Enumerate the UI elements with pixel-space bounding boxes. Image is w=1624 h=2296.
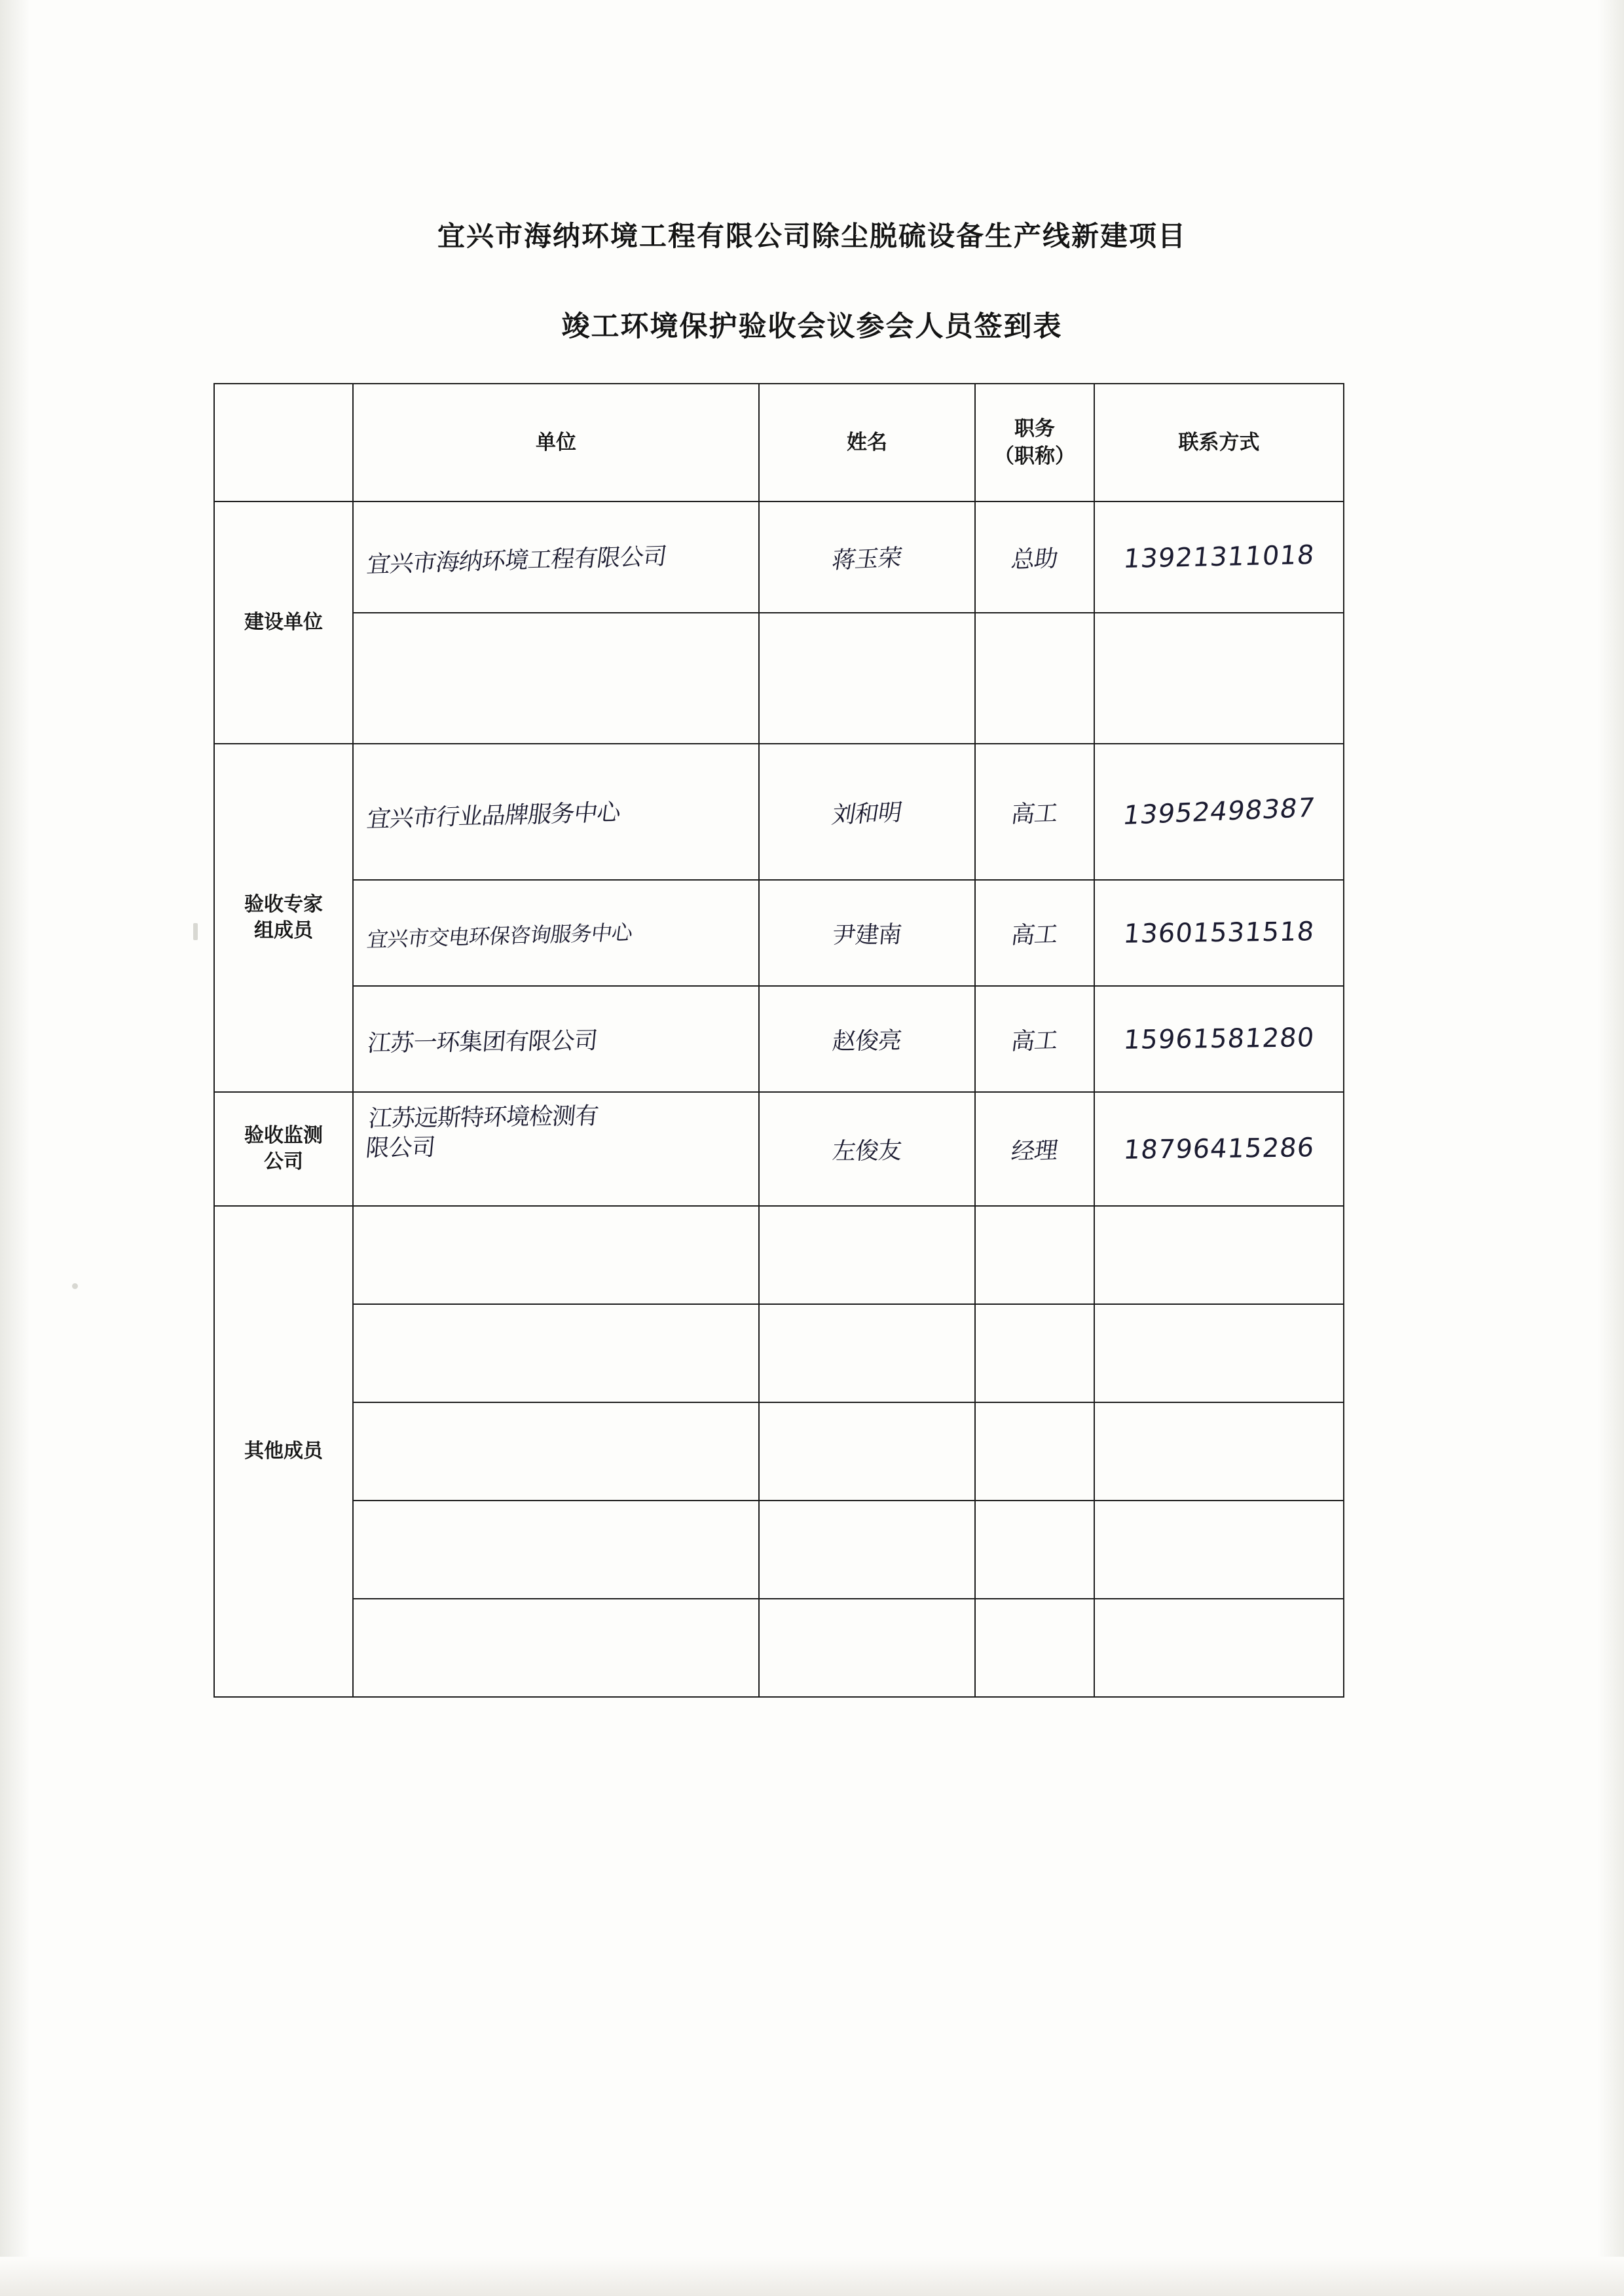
handwriting-unit [348,1090,776,1217]
cell-unit [353,880,759,986]
header-position-line2: （职称） [994,445,1075,467]
cell-position [975,880,1094,986]
cell-name [759,986,975,1092]
cell-contact [1094,1599,1344,1697]
cell-unit [353,501,759,613]
header-position [975,384,1094,501]
cell-unit [353,1501,759,1599]
cell-name [759,1402,975,1501]
cell-contact [1094,880,1344,986]
cell-unit [353,1092,759,1206]
handwriting-name: 蒋玉荣 [830,544,904,574]
handwriting-name: 左俊友 [831,1137,903,1165]
handwriting-contact: 13952498387 [1120,792,1318,831]
page-edge-shadow-right [1598,0,1624,2296]
handwriting-position: 经理 [1009,1137,1060,1165]
handwriting-position: 总助 [1009,545,1060,574]
header-category [214,384,353,501]
cell-position [975,1092,1094,1206]
cell-contact [1094,744,1344,880]
handwriting-contact: 13921311018 [1122,539,1316,575]
table-row [214,501,1344,613]
cell-position [975,1402,1094,1501]
title-line-1: 宜兴市海纳环境工程有限公司除尘脱硫设备生产线新建项目 [437,221,1187,251]
cell-contact [1094,1206,1344,1304]
cell-unit [353,1599,759,1697]
scan-speck [72,1283,78,1289]
cell-name [759,501,975,613]
table-row [214,1402,1344,1501]
signin-table [213,383,1344,1698]
handwriting-unit: 宜兴市行业品牌服务中心 [365,799,622,833]
cell-contact [1094,501,1344,613]
handwriting-name: 赵俊亮 [831,1027,903,1055]
cell-name [759,744,975,880]
cell-name [759,1206,975,1304]
cell-unit [353,1304,759,1402]
handwriting-contact: 13601531518 [1122,917,1316,949]
cell-position [975,501,1094,613]
cell-position [975,1501,1094,1599]
handwriting-contact: 18796415286 [1122,1133,1316,1165]
table-row [214,1206,1344,1304]
cell-unit [353,613,759,744]
category-construction-unit: 建设单位 [214,501,353,744]
cell-unit [353,1206,759,1304]
cell-contact [1094,1402,1344,1501]
category-label-line1: 验收监测 [244,1124,323,1146]
cell-contact [1094,1092,1344,1206]
handwriting-unit-line2: 限公司 [364,1134,436,1162]
handwriting-contact: 15961581280 [1122,1023,1316,1055]
cell-name [759,1599,975,1697]
cell-position [975,1599,1094,1697]
header-name: 姓名 [759,384,975,501]
category-label-line2: 组成员 [254,920,313,941]
cell-position [975,613,1094,744]
table-row [214,986,1344,1092]
cell-unit [353,986,759,1092]
handwriting-unit: 江苏一环集团有限公司 [366,1027,599,1057]
header-position-line1: 职务 [1014,417,1055,441]
header-unit: 单位 [353,384,759,501]
table-row [214,1092,1344,1206]
cell-name [759,613,975,744]
title-line-2: 竣工环境保护验收会议参会人员签到表 [561,311,1063,342]
table-row [214,1304,1344,1402]
cell-name [759,880,975,986]
header-contact: 联系方式 [1094,384,1344,501]
handwriting-unit: 宜兴市海纳环境工程有限公司 [365,543,668,578]
cell-contact [1094,1501,1344,1599]
cell-name [759,1092,975,1206]
handwriting-name: 刘和明 [830,799,904,829]
cell-position [975,1206,1094,1304]
handwriting-position: 高工 [1009,1027,1060,1055]
handwriting-unit-line1: 江苏远斯特环境检测有 [367,1102,600,1133]
cell-unit [353,1402,759,1501]
page-edge-shadow-left [0,0,30,2296]
handwriting-position: 高工 [1009,799,1060,828]
category-expert-group [214,744,353,1092]
cell-contact [1094,1304,1344,1402]
handwriting-name: 尹建南 [831,920,903,949]
page-edge-shadow-bottom [0,2257,1624,2296]
category-label-line1: 验收专家 [244,893,323,915]
cell-position [975,744,1094,880]
table-row [214,613,1344,744]
cell-unit [353,744,759,880]
table-row [214,1501,1344,1599]
handwriting-position: 高工 [1009,920,1060,949]
cell-position [975,986,1094,1092]
table-row [214,1599,1344,1697]
category-other-members: 其他成员 [214,1206,353,1697]
table-header-row [214,384,1344,501]
cell-position [975,1304,1094,1402]
table-row [214,880,1344,986]
scan-speck [193,923,198,940]
table-row [214,744,1344,880]
cell-name [759,1501,975,1599]
category-label-line2: 公司 [264,1151,303,1173]
document-title [0,223,1624,341]
cell-contact [1094,986,1344,1092]
cell-contact [1094,613,1344,744]
category-monitoring-company [214,1092,353,1206]
cell-name [759,1304,975,1402]
handwriting-unit: 宜兴市交电环保咨询服务中心 [365,920,634,953]
